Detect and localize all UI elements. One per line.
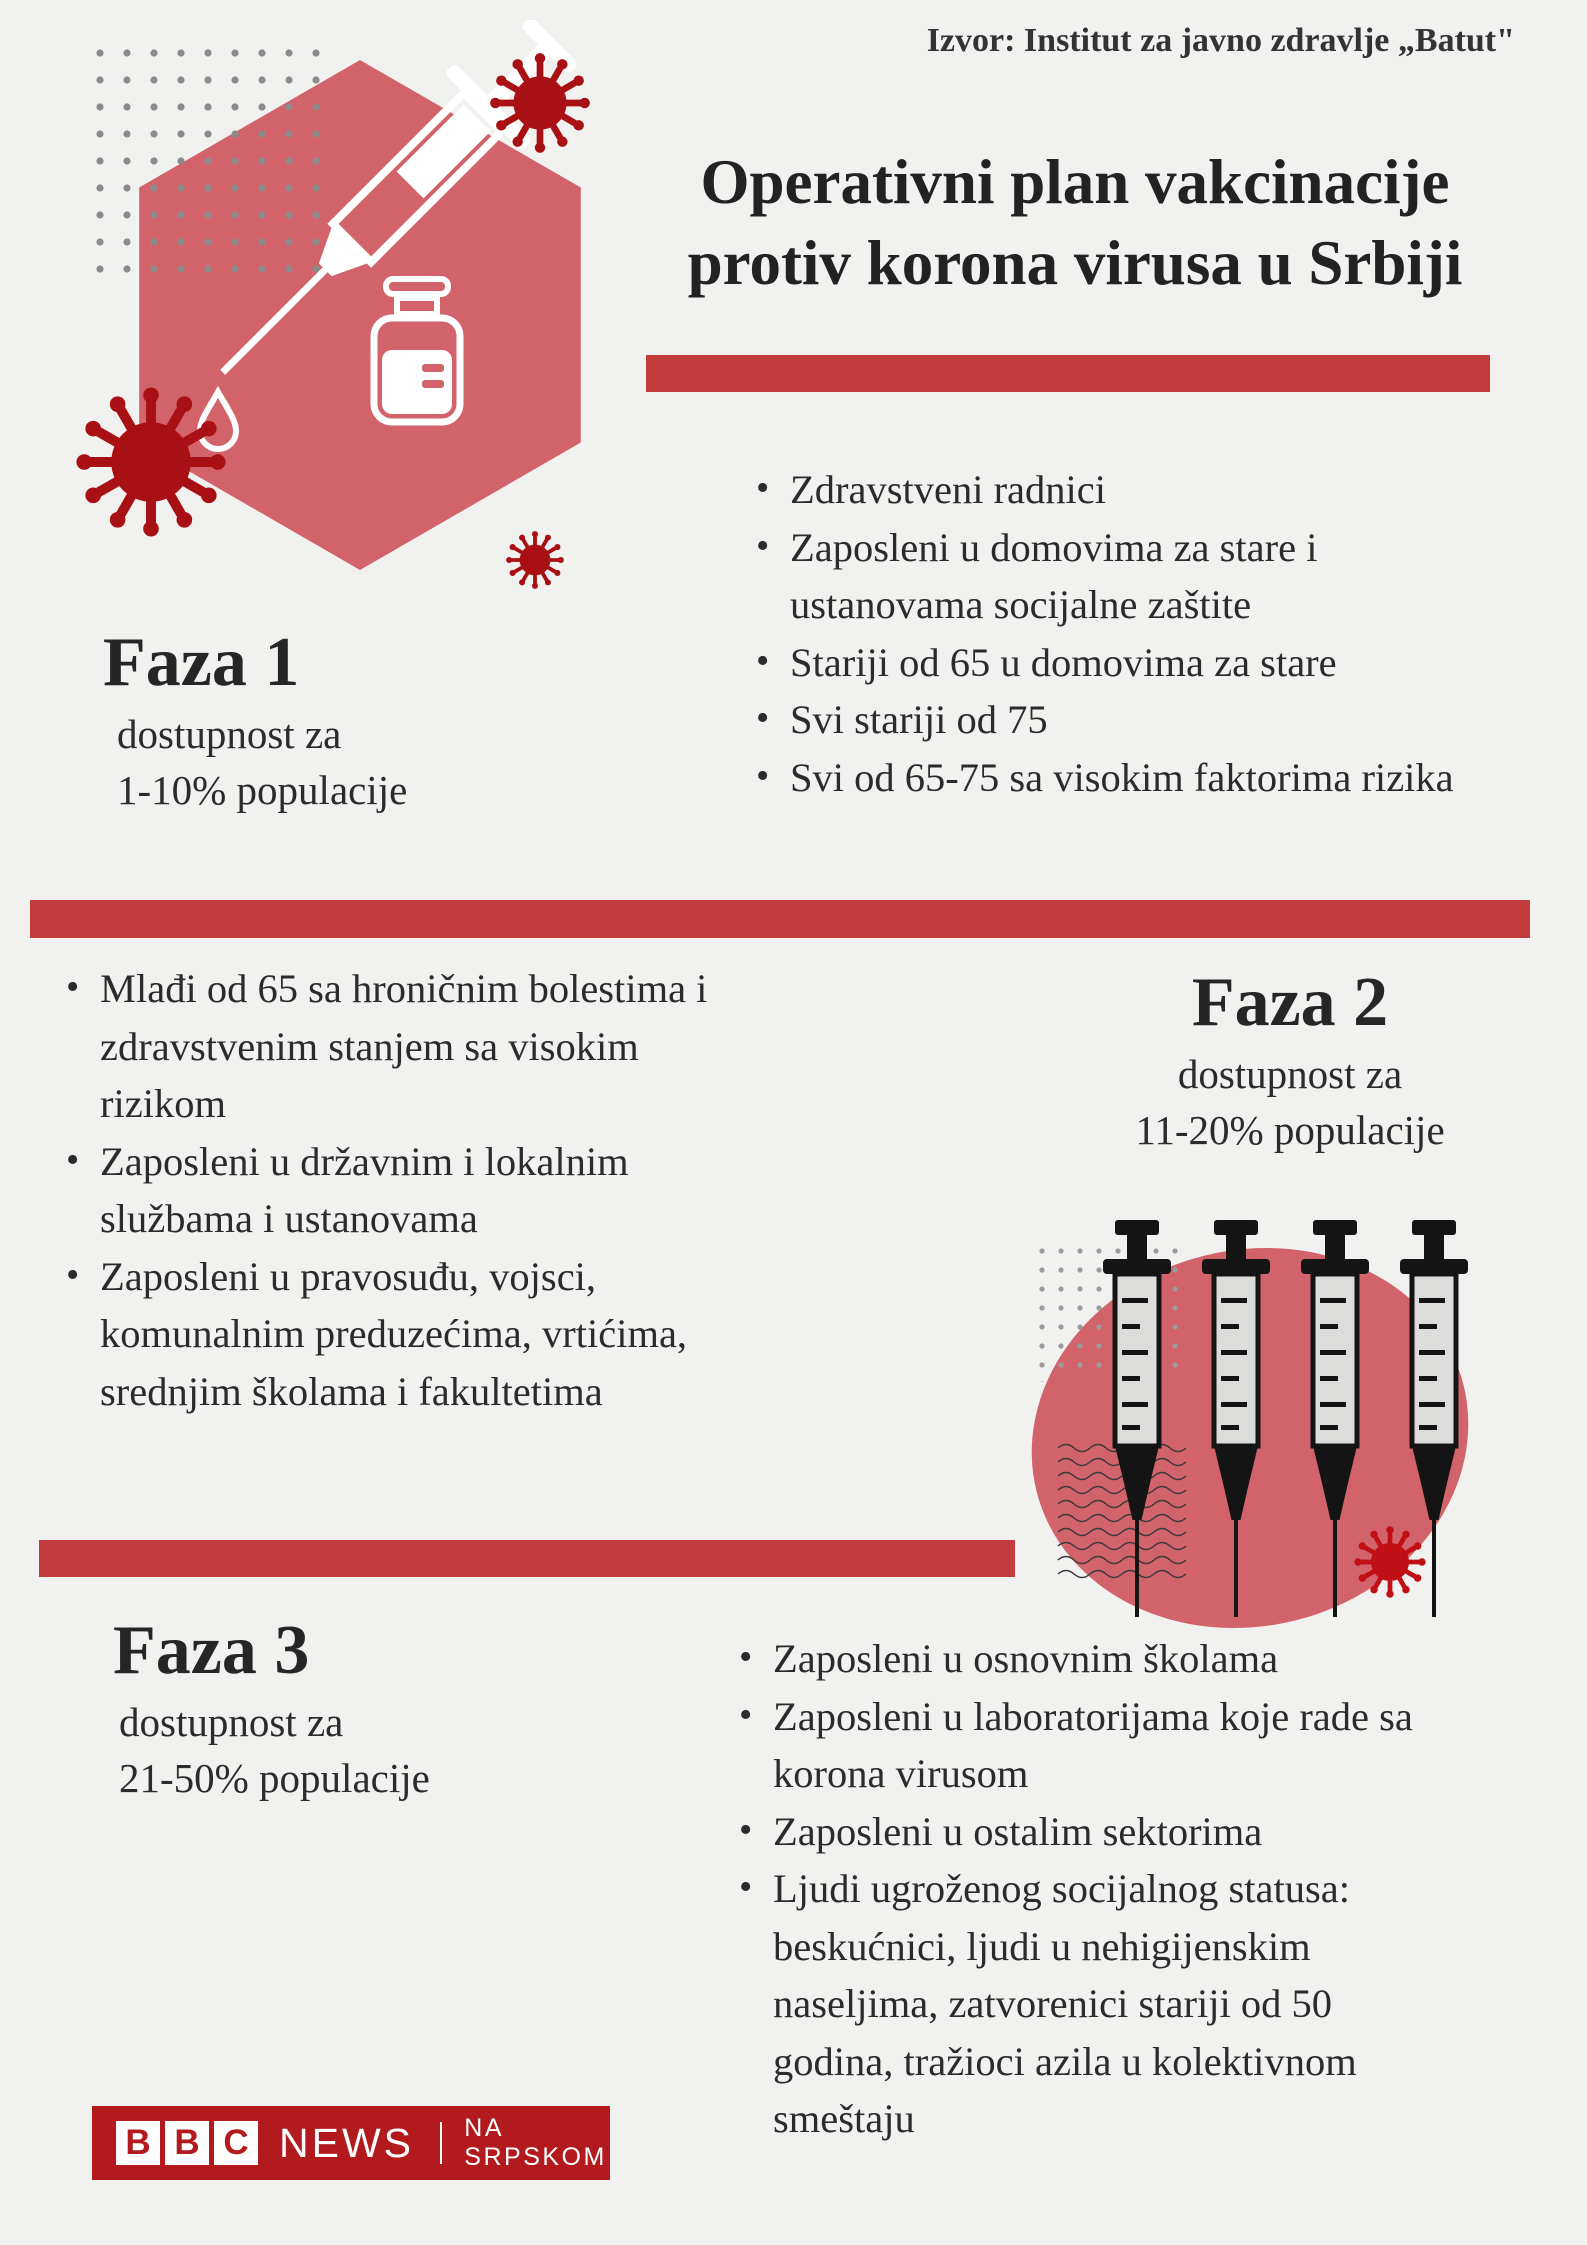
phase1-bullet-list (752, 461, 1476, 806)
list-item: • Stariji od 65 u domovima za stare (752, 634, 1476, 692)
phase2-bullet-list (62, 960, 710, 1420)
section-divider-bar (39, 1540, 1015, 1577)
list-item: • Zdravstveni radnici (752, 461, 1476, 519)
phase2-availability (1050, 1046, 1530, 1158)
phase2-availability-line1: dostupnost za (1177, 1051, 1403, 1097)
phase2-availability-line2: 11-20% populacije (1135, 1107, 1445, 1153)
bbc-news-label: NEWS (279, 2119, 414, 2166)
list-item: • Mlađi od 65 sa hroničnim bolestima i zdravstvenim stanjem sa visokim rizikom (62, 960, 710, 1133)
source-attribution: Izvor: Institut za javno zdravlje „Batut" (926, 22, 1515, 59)
virus-icon (506, 531, 564, 589)
list-item: • Zaposleni u državnim i lokalnim službama i ustanovama (62, 1133, 710, 1248)
logo-divider (440, 2122, 442, 2164)
list-item: • Zaposleni u domovima za stare i ustanovama socijalne zaštite (752, 519, 1476, 634)
phase2-title: Faza 2 (1191, 964, 1389, 1041)
phase3-availability-line2: 21-50% populacije (119, 1755, 430, 1801)
phase1-block (103, 626, 407, 818)
page-title-line2: protiv korona virusa u Srbiji (687, 228, 1463, 298)
section-divider-bar (30, 900, 1530, 938)
bbc-tagline: NA SRPSKOM (464, 2114, 607, 2171)
page-title (620, 142, 1530, 304)
phase3-bullet-list (735, 1630, 1449, 2148)
bbc-logo-block: B (116, 2121, 160, 2165)
page-title-line1: Operativni plan vakcinacije (700, 147, 1450, 217)
bbc-logo-block: C (214, 2121, 258, 2165)
phase1-availability-line2: 1-10% populacije (117, 767, 408, 813)
syringes-blob-illustration (1000, 1190, 1587, 1640)
phase3-title: Faza 3 (113, 1612, 310, 1689)
phase1-availability-line1: dostupnost za (117, 711, 342, 757)
list-item: • Zaposleni u laboratorijama koje rade sa korona virusom (735, 1688, 1449, 1803)
list-item: • Zaposleni u ostalim sektorima (735, 1803, 1449, 1861)
phase1-availability (117, 706, 407, 818)
phase2-block (1050, 966, 1530, 1158)
list-item: • Svi od 65-75 sa visokim faktorima rizika (752, 749, 1476, 807)
list-item: • Svi stariji od 75 (752, 691, 1476, 749)
dots-pattern (78, 42, 328, 292)
bbc-news-logo (92, 2106, 610, 2180)
list-item: • Ljudi ugroženog socijalnog statusa: beskućnici, ljudi u nehigijenskim naseljima, zatvorenici stariji od 50 godina, tražioci azila u kolektivnom smeštaju (735, 1860, 1449, 2148)
phase3-availability (119, 1694, 430, 1806)
syringe-icon (1400, 1220, 1468, 1617)
phase1-title: Faza 1 (103, 624, 300, 701)
phase3-block (113, 1614, 430, 1806)
bbc-logo-block: B (165, 2121, 209, 2165)
vaccine-hexagon-illustration (40, 20, 620, 600)
title-underline-bar (646, 355, 1490, 392)
phase3-availability-line1: dostupnost za (119, 1699, 344, 1745)
list-item: • Zaposleni u pravosuđu, vojsci, komunalnim preduzećima, vrtićima, srednjim školama i fakultetima (62, 1248, 710, 1421)
list-item: • Zaposleni u osnovnim školama (735, 1630, 1449, 1688)
